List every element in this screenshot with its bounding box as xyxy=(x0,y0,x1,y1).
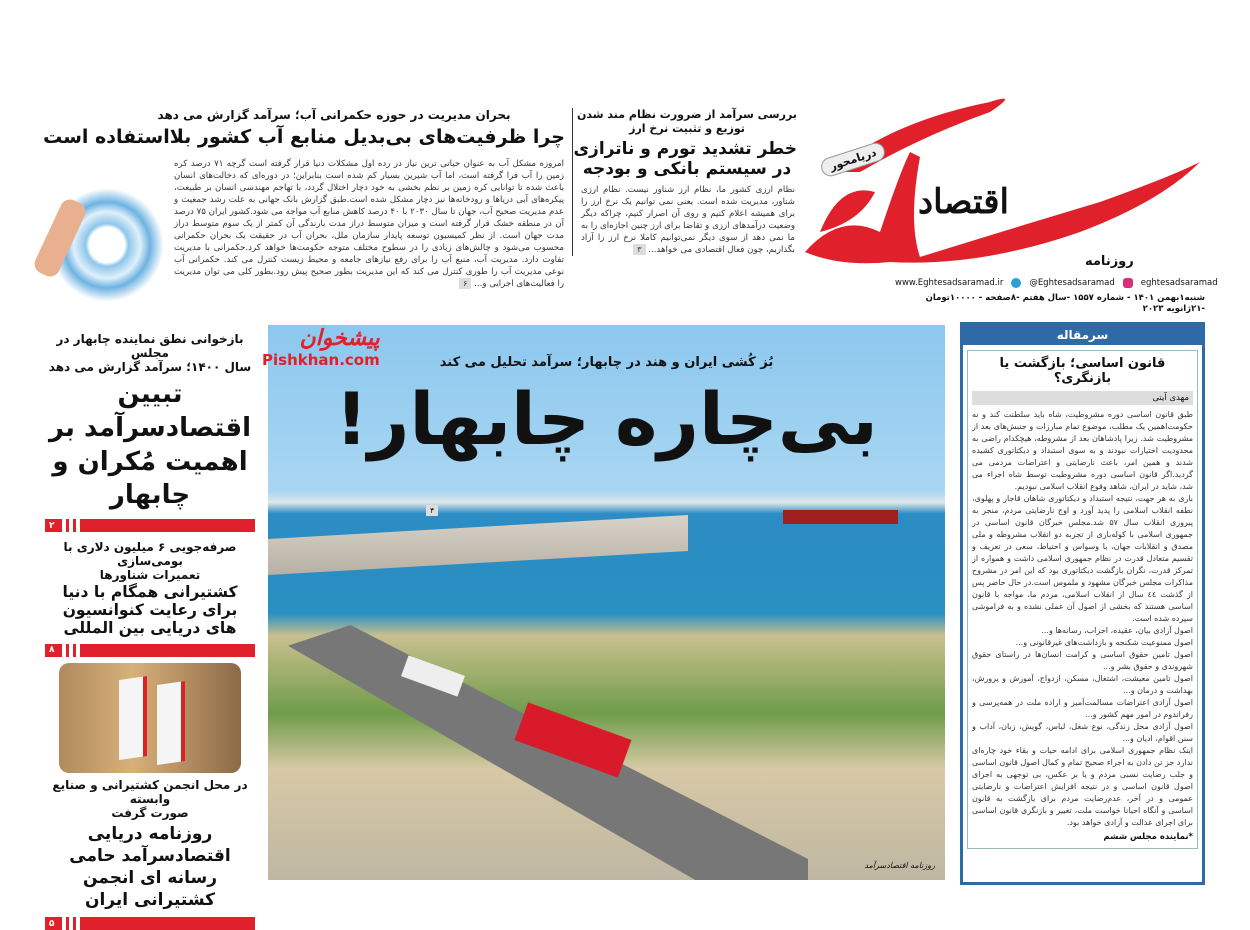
editorial-author: مهدی آیتی xyxy=(972,391,1193,405)
page-ref: ۶ xyxy=(459,278,471,289)
story-kicker: صرفه‌جویی ۶ میلیون دلاری با بومی‌سازی xyxy=(63,540,237,569)
story-headline: در سیستم بانکی و بودجه xyxy=(582,158,792,179)
editorial-signature: *نماینده مجلس ششم xyxy=(1103,831,1193,842)
editorial-paragraph: اصول تامین حقوق اساسی و کرامت انسان‌ها در راستای حقوق شهروندی و حقوق بشر و... xyxy=(972,649,1193,671)
editorial xyxy=(960,322,1205,885)
story-kicker: تعمیرات شناورها xyxy=(99,568,201,583)
watermark-url: Pishkhan.com xyxy=(262,351,380,369)
story-body-wrap xyxy=(174,158,564,290)
instagram-icon xyxy=(1123,278,1133,288)
flags-photo xyxy=(59,663,241,773)
page-ref: ۲ xyxy=(49,520,55,531)
story-kicker: بررسی سرآمد از ضرورت نظام مند شدن xyxy=(577,108,797,121)
editorial-paragraph: اصول آزادی اعتراضات مسالمت‌آمیز و اراده ملت در همه‌پرسی و رفراندوم در امور مهم کشور و... xyxy=(972,697,1193,719)
story-headline: چرا ظرفیت‌های بی‌بدیل منابع آب کشور بلااستفاده است xyxy=(43,126,565,148)
watermark-name: پیشخوان xyxy=(299,326,380,351)
editorial-paragraph: اصول ممنوعیت شکنجه و بازداشت‌های غیرقانونی و... xyxy=(1015,637,1193,647)
page-ref-bar xyxy=(45,519,255,532)
water-image xyxy=(47,168,167,308)
dateline: شنبه۱بهمن ۱۴۰۱ - شماره ۱۵۵۷ -سال هفتم -۸صفحه - ۱۰۰۰۰تومان -۲۱ژانویه ۲۰۲۳ xyxy=(925,293,1205,314)
editorial-body xyxy=(972,409,1193,829)
page-ref: ۵ xyxy=(49,918,55,929)
main-story[interactable] xyxy=(268,325,945,880)
editorial-title: قانون اساسی؛ بازگشت یا بازنگری؟ xyxy=(999,356,1166,386)
editorial-paragraph: اصول آزادی محل زندگی، نوع شغل، لباس، گویش، زبان، آداب و سنن اقوام، ادیان و... xyxy=(972,721,1193,743)
instagram-handle[interactable]: eghtesadsaramad xyxy=(1140,278,1218,288)
story-headline: کشتیرانی همگام با دنیا برای رعایت کنوانسیون های دریایی بین المللی xyxy=(62,583,238,637)
story-shipping[interactable] xyxy=(45,540,255,656)
story-headline: خطر تشدید تورم و ناترازی xyxy=(573,139,797,159)
left-column xyxy=(45,332,255,930)
story-kicker: سال ۱۴۰۰؛ سرآمد گزارش می دهد xyxy=(48,360,252,374)
website-link[interactable]: www.Eghtesadsaramad.ir xyxy=(895,278,1004,288)
story-association[interactable] xyxy=(45,663,255,930)
editorial-paragraph: باری به هر جهت، نتیجه استبداد و دیکتاتوری شاهان قاجار و پهلوی، نطفه انقلاب اسلامی را پدید آورد و اوج نارضایتی مردم، منجر به پیروزی انقلاب سال ۵۷ شد.مجلس خبرگان قانون اساسی در جمهوری اسلامی با کوله‌باری از تجربه دو انقلاب مشروطه و ملی مصدق و انقلابات جهان، با وسواس و احتیاط، سعی در تعریف و تقسیم متعادل قدرت در نظام جمهوری اسلامی داشت و همواره از تمرکز قدرت، نگران بازگشت دیکتاتوری بود که این امر در مشروح مذاکرات مجلس خبرگان مشهود و ملموس است.در حال حاضر پس از گذشت ٤٤ سال از انقلاب اسلامی، مردم ما، مواجه با قانون اساسی هستند که بخشی از اصول آن عملی نشده و به فراموشی سپرده شده است. xyxy=(972,493,1193,623)
daily-label: روزنامه xyxy=(1085,254,1134,269)
telegram-icon xyxy=(1011,278,1021,288)
ship xyxy=(783,510,898,524)
photo-credit: روزنامه اقتصادسرآمد xyxy=(864,861,935,870)
story-body-wrap xyxy=(581,184,795,256)
story-kicker: در محل انجمن کشتیرانی و صنایع وابسته xyxy=(52,777,248,806)
editorial-paragraph: اصول آزادی بیان، عقیده، احزاب، رسانه‌ها و... xyxy=(1041,625,1193,635)
editorial-paragraph: طبق قانون اساسی دوره مشروطیت، شاه باید سلطنت کند و نه حکومت‌اهمین یک مطلب، موضوع تمام مبارزات و جنبش‌های بعد از مشروطیت شد. زیرا پادشاهان بعد از مشروطه، هیچکدام راضی به محدودیت اختیارات نبودند و به سوی استبداد و دیکتاتوری کشیده شدند و همین امر، باعث نارضایتی و اعتراضات مردمی می گردید.اگر قانون اساسی دوره مشروطیت توسط شاه اجراء می شد، شاید در ایران، شاهد وقوع انقلاب اسلامی نبودیم. xyxy=(972,409,1193,491)
story-kicker: صورت گرفت xyxy=(111,805,189,820)
sea-badge: دریامحور xyxy=(819,140,888,179)
main-headline: بی‌چاره چابهار! xyxy=(335,377,878,461)
page-ref-bar xyxy=(45,644,255,657)
story-headline: روزنامه دریایی اقتصادسرآمد حامی رسانه ای انجمن کشتیرانی ایران xyxy=(69,823,231,910)
story-kicker: توزیع و تثبیت نرخ ارز xyxy=(629,122,745,135)
story-currency[interactable] xyxy=(572,108,797,256)
watermark xyxy=(262,326,380,369)
editorial-paragraph: اینک نظام جمهوری اسلامی برای ادامه حیات و بقاء خود چاره‌ای ندارد جز تن دادن به اجراء صحیح تمام و کمال اصول قانون اساسی و جلب رضایت نسبی مردم و یا بر عکس، بی توجهی به اجرای اصول قانون اساسی و در نتیجه افزایش اعتراضات و نارضایتی عمومی و در آخر، عدم‌رضایت مردم برای بازگشت به قانون اساسی و آنگاه احیانا خواست ملت، تغییر و بازنگری قانون اساسی برای اجرای عدالت و آزادی خواهد بود. xyxy=(972,745,1193,827)
story-body: امروزه مشکل آب به عنوان حیاتی ترین نیاز در رده اول مشکلات دنیا قرار گرفته است گرچه ۷۱ درصد کره زمین را آب فرا گرفته است، اما آب شیرین بسیار کم شده است بنابراین؛ در دوره‌ای که دخالت‌های انسان باعث شده تا توانایی کره زمین بر نظم بخشی به خود دچار اختلال گردد، با تهاجم مهندسی انسان بر طبیعت، پیکره‌های آبی دریاها و رودخانه‌ها نیز دچار مشکل شده است.طبق گزارش بانک جهانی به علت رشد جمعیت و عدم مدیریت صحیح آب، جهان تا سال ۲۰۳۰ با ۴۰ درصد کاهش منابع آب مواجه می شود.کشور ایران ۷۵ درصد آن در منطقه خشک قرار گرفته است و میزان متوسط دراز مدت بارندگی آن کمتر از یک سوم متوسط دراز مدت جهان است. از نظر کمیسیون توسعه پایدار سازمان ملل، بحران آب در حقیقت یک بحران حکمرانی محسوب می‌شود و چالش‌های زیادی را در سطوح مختلف متوجه حکومت‌ها خواهد کرد.حکمرانی با مدیریت تفاوت دارد. مدیریت آب، منبع آب را برای رفع نیازهای جامعه و محیط زیست کنترل می کند. حکمرانی آب نوعی مدیریت آب را طوری کنترل می کند که این مدیریت بطور صحیح پیش رود.بطور کلی می توان مدیریت را فعالیت‌های اجرایی و... xyxy=(174,159,564,289)
story-water[interactable] xyxy=(42,108,566,320)
section-label: سرمقاله xyxy=(1056,328,1109,342)
page-ref: ۳ xyxy=(633,244,645,255)
masthead xyxy=(800,82,1218,314)
story-kicker: بحران مدیریت در حوزه حکمرانی آب؛ سرآمد گزارش می دهد xyxy=(157,108,511,122)
page-ref: ۸ xyxy=(49,645,55,656)
page-ref-bar xyxy=(45,917,255,930)
story-body: نظام ارزی کشور ما، نظام ارز شناور نیست. نظام ارزی شناور، مدیریت شده است. یعنی نمی توانیم یک نرخ ارز را برای همیشه اعلام کنیم و روی آن اصرار کنیم، چراکه دیگر وضعیت درآمدهای ارزی و تقاضا برای ارز چنین اجازه‌ای را به ما نمی دهد از سوی دیگر نمی‌توانیم کاملا نرخ ارز را آزاد بگذاریم، چون فعال اقتصادی می خواهد... xyxy=(581,185,795,256)
story-kicker: بازخوانی نطق نماینده چابهار در مجلس xyxy=(56,332,244,360)
contact-row xyxy=(895,278,1218,288)
page-ref: ۴ xyxy=(426,505,438,516)
telegram-handle[interactable]: @Eghtesadsaramad xyxy=(1029,278,1115,288)
main-kicker: بُز کُشی ایران و هند در چابهار؛ سرآمد تحلیل می کند xyxy=(439,355,774,370)
masthead-sub: اقتصاد xyxy=(918,182,1009,222)
story-headline: تبیین اقتصادسرآمد بر اهمیت مُکران و چابهار xyxy=(48,379,252,511)
story-makran[interactable] xyxy=(45,332,255,532)
editorial-paragraph: اصول تامین معیشت، اشتغال، مسکن، ازدواج، آموزش و پرورش، بهداشت و درمان و... xyxy=(972,673,1193,695)
port-pier xyxy=(268,515,688,575)
editorial-section-header xyxy=(963,325,1202,345)
